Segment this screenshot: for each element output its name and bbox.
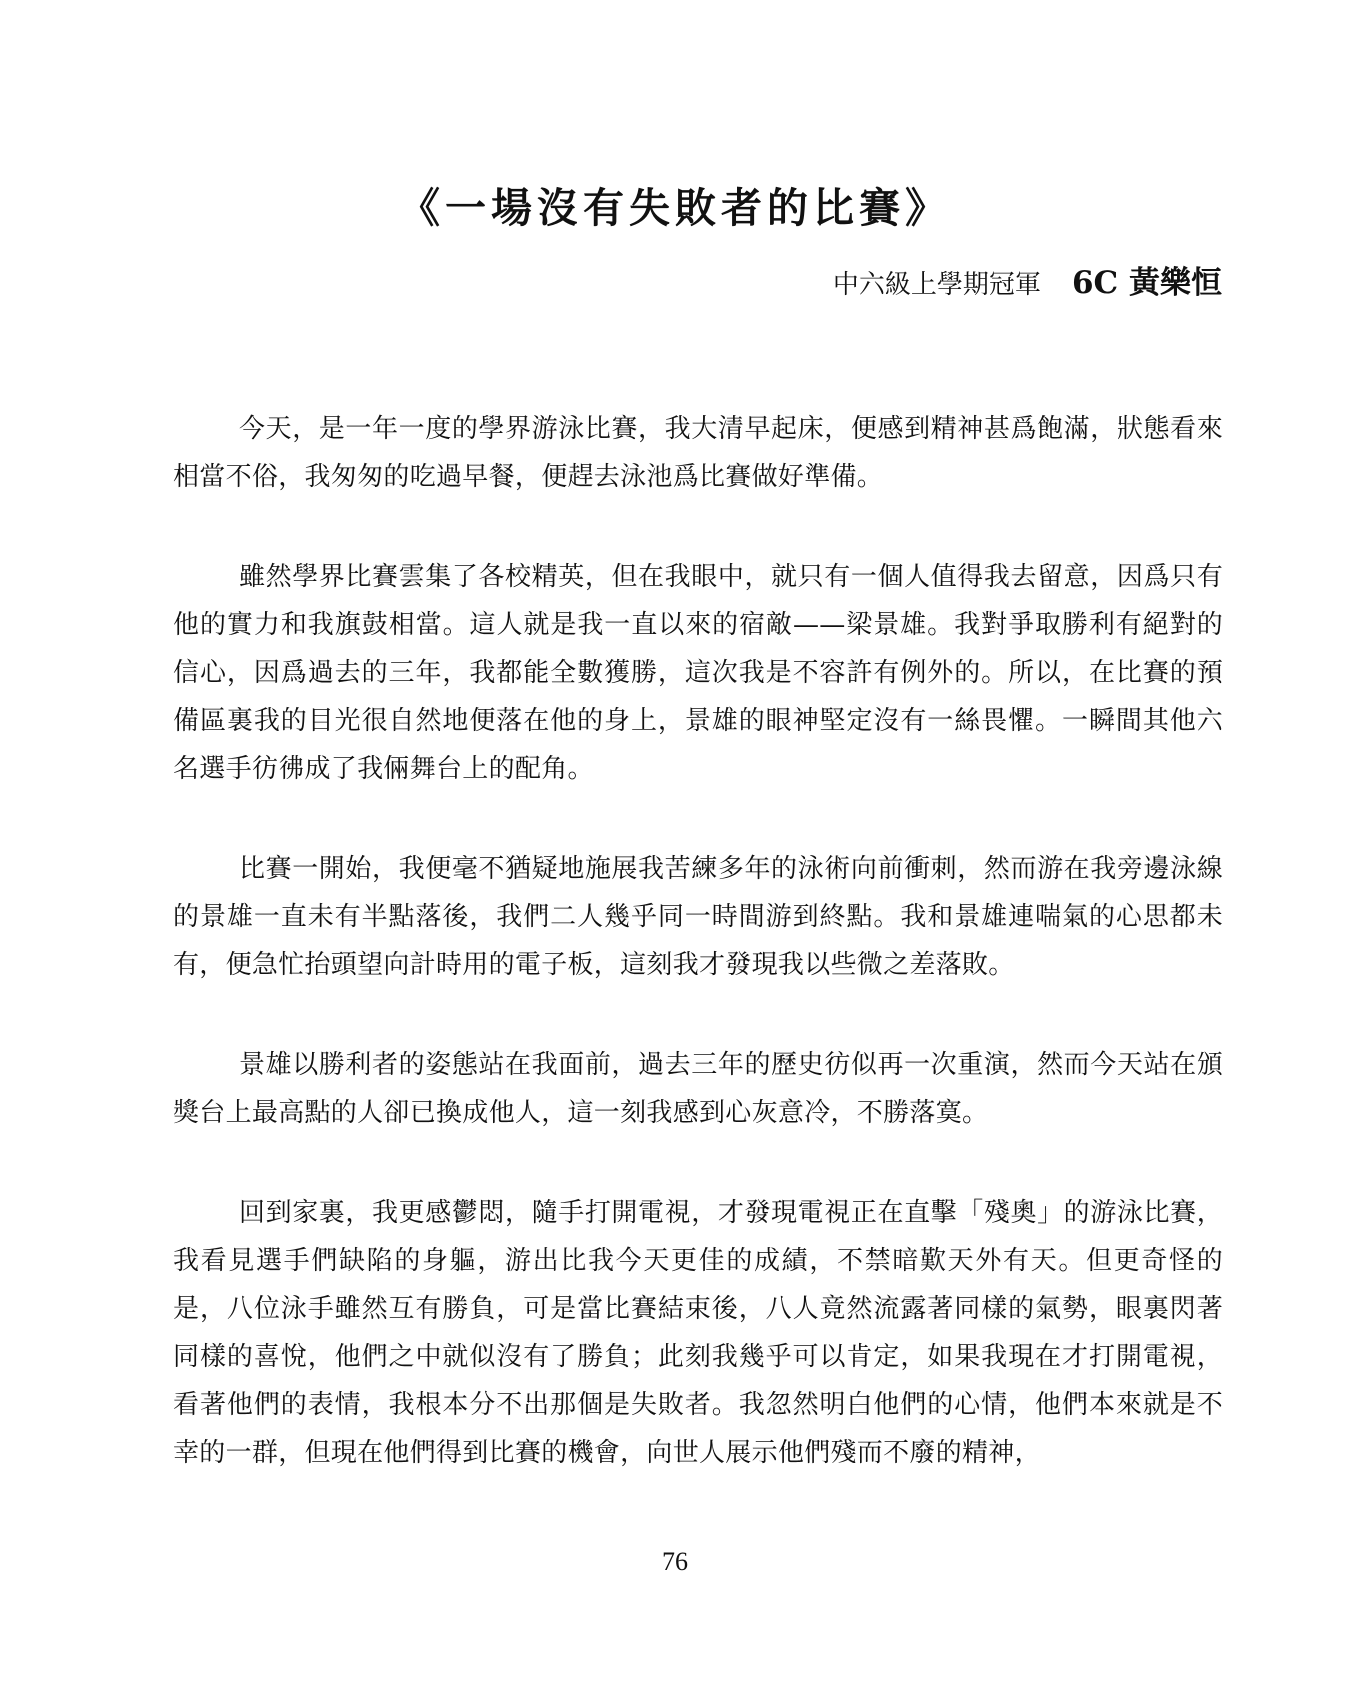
paragraph: 今天，是一年一度的學界游泳比賽，我大清早起床，便感到精神甚爲飽滿，狀態看來相當不俗，我匆匆的吃過早餐，便趕去泳池爲比賽做好準備。 [173,414,1223,492]
paragraph: 雖然學界比賽雲集了各校精英，但在我眼中，就只有一個人值得我去留意，因爲只有他的實力和我旗鼓相當。這人就是我一直以來的宿敵——梁景雄。我對爭取勝利有絕對的信心，因爲過去的三年，我都能全數獲勝，這次我是不容許有例外的。所以，在比賽的預備區裏我的目光很自然地便落在他的身上，景雄的眼神堅定沒有一絲畏懼。一瞬間其他六名選手彷彿成了我倆舞台上的配角。 [173,562,1223,784]
essay-title: 《一場沒有失敗者的比賽》 [399,184,951,232]
award-label: 中六級上學期冠軍 [832,270,1041,300]
page-number: 76 [662,1547,688,1576]
author-name: 6C 黃樂恒 [1071,265,1222,301]
paragraph: 比賽一開始，我便毫不猶疑地施展我苦練多年的泳術向前衝刺，然而游在我旁邊泳線的景雄一直未有半點落後，我們二人幾乎同一時間游到終點。我和景雄連喘氣的心思都未有，便急忙抬頭望向計時用的電子板，這刻我才發現我以些微之差落敗。 [173,854,1223,980]
paragraph: 回到家裏，我更感鬱悶，隨手打開電視，才發現電視正在直擊「殘奧」的游泳比賽，我看見選手們缺陷的身軀，游出比我今天更佳的成績，不禁暗歎天外有天。但更奇怪的是，八位泳手雖然互有勝負，可是當比賽結束後，八人竟然流露著同樣的氣勢，眼裏閃著同樣的喜悅，他們之中就似沒有了勝負；此刻我幾乎可以肯定，如果我現在才打開電視，看著他們的表情，我根本分不出那個是失敗者。我忽然明白他們的心情，他們本來就是不幸的一群，但現在他們得到比賽的機會，向世人展示他們殘而不廢的精神， [173,1198,1223,1468]
essay-body [173,405,1223,1529]
byline [833,263,1222,303]
paragraph: 景雄以勝利者的姿態站在我面前，過去三年的歷史彷似再一次重演，然而今天站在頒獎台上最高點的人卻已換成他人，這一刻我感到心灰意冷，不勝落寞。 [173,1050,1223,1128]
